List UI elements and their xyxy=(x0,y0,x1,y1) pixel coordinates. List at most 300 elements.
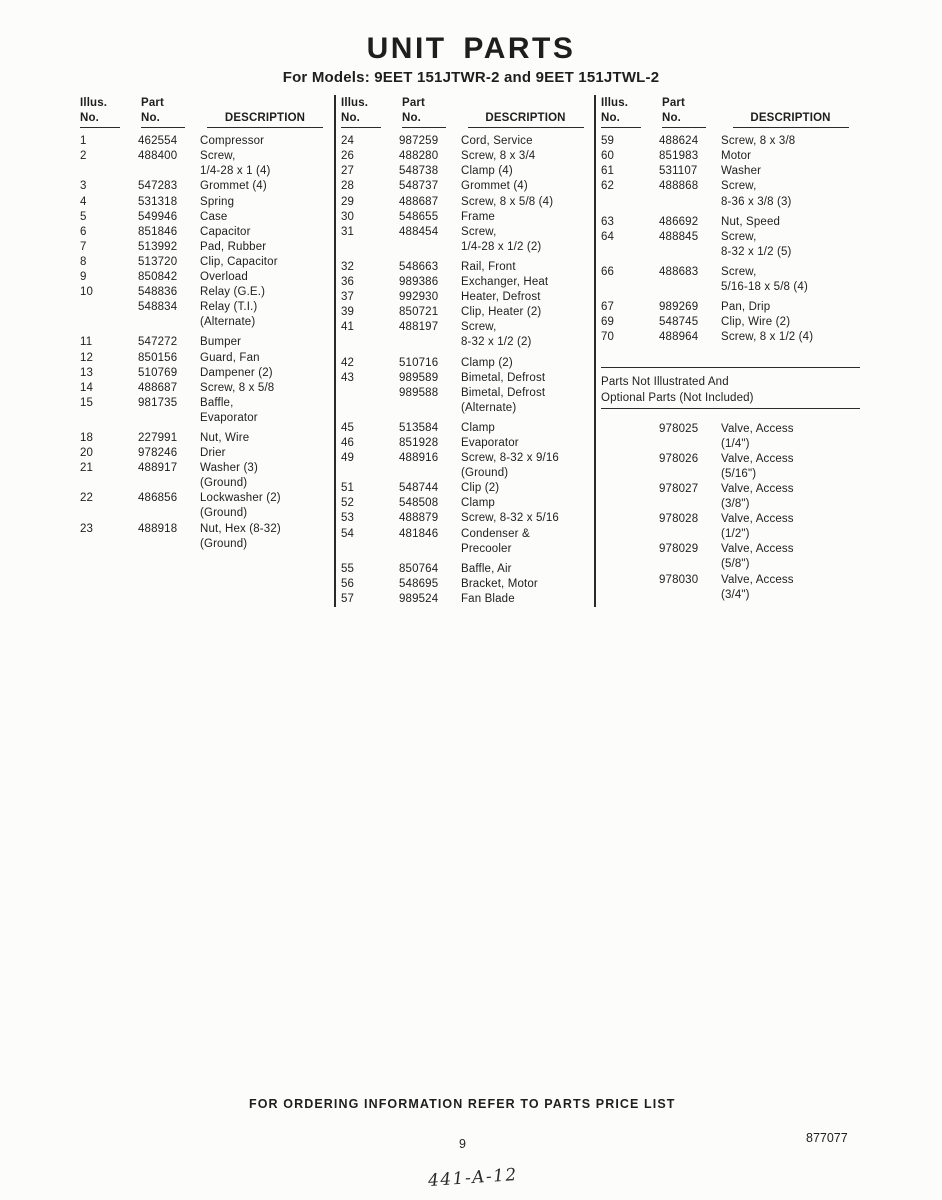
description-cell: (Ground) xyxy=(461,467,509,480)
illus-no-cell: 54 xyxy=(341,527,355,540)
illus-no-cell: 28 xyxy=(341,180,355,193)
description-cell: Baffle, Air xyxy=(461,562,512,575)
description-cell: Cord, Service xyxy=(461,135,533,148)
table-row-continuation xyxy=(601,557,860,572)
part-no-cell: 488197 xyxy=(399,321,439,334)
table-row xyxy=(341,592,590,607)
table-row xyxy=(601,265,860,280)
illus-no-cell: 39 xyxy=(341,306,355,319)
header-illus-no: No. xyxy=(601,111,659,128)
description-cell: Screw, xyxy=(721,180,757,193)
table-row xyxy=(341,225,590,240)
illus-no-cell xyxy=(601,422,659,437)
illus-no-cell xyxy=(601,573,659,588)
part-no-cell: 547272 xyxy=(138,336,178,349)
description-cell: (5/16") xyxy=(721,467,757,480)
header-illus-no: No. xyxy=(80,111,138,128)
illus-no-cell: 67 xyxy=(601,301,615,314)
illus-no-cell: 46 xyxy=(341,436,355,449)
illus-no-cell: 30 xyxy=(341,210,355,223)
illus-no-cell: 52 xyxy=(341,497,355,510)
illus-no-cell: 53 xyxy=(341,512,355,525)
table-row-continuation xyxy=(80,537,330,552)
part-no-cell: 978029 xyxy=(659,543,699,556)
description-cell: Clamp (4) xyxy=(461,165,513,178)
illus-no-cell: 20 xyxy=(80,447,94,460)
part-no-cell: 850842 xyxy=(138,271,178,284)
part-no-cell xyxy=(659,245,721,260)
table-row xyxy=(80,446,330,461)
table-row-continuation xyxy=(341,542,590,557)
table-row xyxy=(341,290,590,305)
illus-no-cell xyxy=(80,537,138,552)
part-no-cell: 488687 xyxy=(399,195,439,208)
illus-no-cell xyxy=(341,466,399,481)
table-row-continuation xyxy=(601,527,860,542)
column-divider-left xyxy=(334,95,336,607)
table-header xyxy=(80,96,330,128)
table-row xyxy=(80,225,330,240)
illus-no-cell: 21 xyxy=(80,462,94,475)
part-no-cell xyxy=(659,527,721,542)
description-cell: (3/4") xyxy=(721,588,750,601)
part-no-cell: 548737 xyxy=(399,180,439,193)
description-cell: Fan Blade xyxy=(461,592,515,605)
illus-no-cell: 5 xyxy=(80,210,87,223)
not-illustrated-heading-line-1: Parts Not Illustrated And xyxy=(601,376,729,389)
part-no-cell: 850156 xyxy=(138,351,178,364)
description-cell: Screw, xyxy=(721,230,757,243)
header-description: DESCRIPTION xyxy=(200,111,330,128)
part-no-cell: 488624 xyxy=(659,135,699,148)
description-cell: (Alternate) xyxy=(461,401,517,414)
illus-no-cell: 49 xyxy=(341,452,355,465)
table-row xyxy=(341,179,590,194)
description-cell: 1/4-28 x 1/2 (2) xyxy=(461,240,542,253)
description-cell: Screw, 8-32 x 9/16 xyxy=(461,452,559,465)
illus-no-cell xyxy=(80,300,138,315)
illus-no-cell: 8 xyxy=(80,255,87,268)
illus-no-cell: 32 xyxy=(341,260,355,273)
illus-no-cell: 3 xyxy=(80,180,87,193)
part-no-cell: 488400 xyxy=(138,150,178,163)
page-number: 9 xyxy=(459,1137,466,1151)
description-cell: Compressor xyxy=(200,135,265,148)
table-row xyxy=(601,452,860,467)
table-row xyxy=(80,491,330,506)
table-row xyxy=(601,215,860,230)
illus-no-cell: 70 xyxy=(601,331,615,344)
part-no-cell: 548834 xyxy=(138,301,178,314)
table-row xyxy=(341,210,590,225)
description-cell: (3/8") xyxy=(721,498,750,511)
description-cell: Screw, 8 x 5/8 (4) xyxy=(461,195,554,208)
illus-no-cell: 31 xyxy=(341,225,355,238)
part-no-cell: 531318 xyxy=(138,195,178,208)
header-description: DESCRIPTION xyxy=(721,111,860,128)
table-row xyxy=(341,134,590,149)
description-cell: Washer xyxy=(721,165,762,178)
illus-no-cell xyxy=(341,386,399,401)
models-subtitle: For Models: 9EET 151JTWR-2 and 9EET 151JTWL-2 xyxy=(282,69,660,86)
table-row-continuation xyxy=(80,476,330,491)
table-row xyxy=(341,436,590,451)
description-cell: Valve, Access xyxy=(721,543,794,556)
part-no-cell: 989589 xyxy=(399,371,439,384)
illus-no-cell: 9 xyxy=(80,271,87,284)
table-row xyxy=(341,371,590,386)
part-no-cell: 462554 xyxy=(138,135,178,148)
description-cell: Dampener (2) xyxy=(200,366,273,379)
table-row xyxy=(341,305,590,320)
part-no-cell xyxy=(138,476,200,491)
part-no-cell: 548695 xyxy=(399,577,439,590)
table-row-continuation xyxy=(80,411,330,426)
description-cell: (5/8") xyxy=(721,558,750,571)
table-row xyxy=(341,496,590,511)
table-row-continuation xyxy=(601,245,860,260)
part-no-cell: 978027 xyxy=(659,482,699,495)
illus-no-cell xyxy=(341,401,399,416)
description-cell: Bimetal, Defrost xyxy=(461,386,546,399)
part-no-cell xyxy=(659,280,721,295)
part-no-cell: 978028 xyxy=(659,513,699,526)
part-no-cell: 227991 xyxy=(138,431,178,444)
part-no-cell: 548655 xyxy=(399,210,439,223)
description-cell: (Ground) xyxy=(200,537,248,550)
part-no-cell xyxy=(399,335,461,350)
description-cell: Frame xyxy=(461,210,495,223)
description-cell: Lockwasher (2) xyxy=(200,492,281,505)
illus-no-cell: 23 xyxy=(80,522,94,535)
part-no-cell: 547283 xyxy=(138,180,178,193)
table-row xyxy=(341,195,590,210)
illus-no-cell xyxy=(601,542,659,557)
illus-no-cell: 59 xyxy=(601,135,615,148)
part-no-cell: 488868 xyxy=(659,180,699,193)
illus-no-cell xyxy=(80,506,138,521)
part-no-cell xyxy=(659,467,721,482)
part-no-cell: 992930 xyxy=(399,291,439,304)
description-cell: Screw, xyxy=(721,265,757,278)
illus-no-cell: 2 xyxy=(80,150,87,163)
column-divider-right xyxy=(594,95,596,607)
part-no-cell: 513584 xyxy=(399,421,439,434)
part-no-cell: 850721 xyxy=(399,306,439,319)
description-cell: Evaporator xyxy=(461,436,519,449)
table-row xyxy=(341,260,590,275)
parts-rows-2 xyxy=(341,134,590,607)
illus-no-cell xyxy=(601,280,659,295)
table-row xyxy=(80,396,330,411)
description-cell: Clamp xyxy=(461,421,495,434)
part-no-cell: 548663 xyxy=(399,260,439,273)
description-cell: Pan, Drip xyxy=(721,301,771,314)
table-row xyxy=(601,134,860,149)
description-cell: Guard, Fan xyxy=(200,351,260,364)
parts-column-3 xyxy=(601,96,860,603)
part-no-cell: 488879 xyxy=(399,512,439,525)
part-no-cell: 851928 xyxy=(399,436,439,449)
illus-no-cell xyxy=(80,476,138,491)
table-row xyxy=(341,275,590,290)
part-no-cell: 851846 xyxy=(138,225,178,238)
description-cell: Bracket, Motor xyxy=(461,577,538,590)
part-no-cell xyxy=(138,164,200,179)
table-row-continuation xyxy=(601,195,860,210)
table-row xyxy=(341,527,590,542)
table-row xyxy=(601,300,860,315)
handwritten-note: 441-A-12 xyxy=(427,1164,519,1192)
description-cell: Clip, Wire (2) xyxy=(721,316,791,329)
part-no-cell xyxy=(659,588,721,603)
table-row-continuation xyxy=(80,164,330,179)
illus-no-cell: 7 xyxy=(80,240,87,253)
illus-no-cell: 41 xyxy=(341,321,355,334)
parts-rows-3 xyxy=(601,134,860,345)
description-cell: Grommet (4) xyxy=(200,180,267,193)
illus-no-cell: 60 xyxy=(601,150,615,163)
table-row xyxy=(341,577,590,592)
description-cell: Screw, 8 x 5/8 xyxy=(200,381,275,394)
part-no-cell: 548745 xyxy=(659,316,699,329)
part-no-cell xyxy=(399,542,461,557)
header-part-no: No. xyxy=(399,111,461,128)
part-no-cell xyxy=(659,557,721,572)
description-cell: Spring xyxy=(200,195,235,208)
part-no-cell: 548836 xyxy=(138,286,178,299)
description-cell: Clip, Capacitor xyxy=(200,255,278,268)
part-no-cell: 488918 xyxy=(138,522,178,535)
description-cell: Clip (2) xyxy=(461,482,500,495)
part-no-cell xyxy=(659,497,721,512)
illus-no-cell: 14 xyxy=(80,381,94,394)
table-row xyxy=(80,240,330,255)
part-no-cell xyxy=(659,195,721,210)
header-illus: Illus. xyxy=(341,97,369,109)
table-row xyxy=(601,149,860,164)
illus-no-cell xyxy=(341,240,399,255)
page-title: UNIT PARTS xyxy=(366,32,576,65)
illus-no-cell xyxy=(601,437,659,452)
illus-no-cell: 1 xyxy=(80,135,87,148)
description-cell: (Ground) xyxy=(200,477,248,490)
table-row-continuation xyxy=(601,437,860,452)
table-row xyxy=(601,330,860,345)
part-no-cell: 488454 xyxy=(399,225,439,238)
part-no-cell: 989588 xyxy=(399,386,439,399)
table-row xyxy=(80,431,330,446)
table-row-continuation xyxy=(80,315,330,330)
description-cell: Heater, Defrost xyxy=(461,291,541,304)
illus-no-cell xyxy=(80,411,138,426)
part-no-cell: 850764 xyxy=(399,562,439,575)
table-row xyxy=(80,285,330,300)
part-no-cell: 488687 xyxy=(138,381,178,394)
table-row xyxy=(80,270,330,285)
table-row-continuation xyxy=(601,467,860,482)
description-cell: Bumper xyxy=(200,336,242,349)
description-cell: 8-32 x 1/2 (5) xyxy=(721,245,792,258)
description-cell: Case xyxy=(200,210,228,223)
illus-no-cell: 27 xyxy=(341,165,355,178)
part-no-cell: 488916 xyxy=(399,452,439,465)
illus-no-cell: 36 xyxy=(341,276,355,289)
table-row xyxy=(341,451,590,466)
part-no-cell: 488917 xyxy=(138,462,178,475)
description-cell: Bimetal, Defrost xyxy=(461,371,546,384)
description-cell: Grommet (4) xyxy=(461,180,528,193)
table-row xyxy=(80,366,330,381)
part-no-cell xyxy=(399,401,461,416)
part-no-cell: 548508 xyxy=(399,497,439,510)
description-cell: Valve, Access xyxy=(721,482,794,495)
description-cell: Overload xyxy=(200,271,248,284)
description-cell: Valve, Access xyxy=(721,452,794,465)
table-row xyxy=(80,134,330,149)
not-illustrated-rows xyxy=(601,422,860,603)
description-cell: Valve, Access xyxy=(721,422,794,435)
table-row xyxy=(341,562,590,577)
table-row-continuation xyxy=(601,497,860,512)
illus-no-cell xyxy=(341,335,399,350)
table-row xyxy=(341,149,590,164)
illus-no-cell: 22 xyxy=(80,492,94,505)
header-part-no: No. xyxy=(138,111,200,128)
description-cell: Washer (3) xyxy=(200,462,258,475)
table-row xyxy=(601,315,860,330)
header-description: DESCRIPTION xyxy=(461,111,590,128)
part-no-cell: 513992 xyxy=(138,240,178,253)
description-cell: Nut, Hex (8-32) xyxy=(200,522,281,535)
description-cell: Nut, Speed xyxy=(721,215,781,228)
part-no-cell: 978246 xyxy=(138,447,178,460)
header-part: Part xyxy=(402,97,425,109)
table-row-continuation xyxy=(341,466,590,481)
description-cell: (Ground) xyxy=(200,507,248,520)
description-cell: Relay (G.E.) xyxy=(200,286,266,299)
part-no-cell: 978030 xyxy=(659,573,699,586)
description-cell: Screw, 8 x 3/8 xyxy=(721,135,796,148)
illus-no-cell xyxy=(601,245,659,260)
illus-no-cell: 63 xyxy=(601,215,615,228)
part-no-cell xyxy=(659,437,721,452)
table-row xyxy=(601,422,860,437)
illus-no-cell: 69 xyxy=(601,316,615,329)
table-row xyxy=(601,164,860,179)
description-cell: Evaporator xyxy=(200,411,258,424)
illus-no-cell: 42 xyxy=(341,356,355,369)
table-row xyxy=(341,481,590,496)
description-cell: Valve, Access xyxy=(721,573,794,586)
table-row xyxy=(341,320,590,335)
part-no-cell: 987259 xyxy=(399,135,439,148)
header-illus: Illus. xyxy=(601,97,629,109)
part-no-cell xyxy=(399,240,461,255)
table-header xyxy=(601,96,860,128)
illus-no-cell: 15 xyxy=(80,396,94,409)
table-row xyxy=(80,461,330,476)
part-no-cell: 978025 xyxy=(659,422,699,435)
part-no-cell: 989269 xyxy=(659,301,699,314)
part-no-cell: 978026 xyxy=(659,452,699,465)
table-row xyxy=(80,195,330,210)
description-cell: Clamp (2) xyxy=(461,356,513,369)
description-cell: Screw, xyxy=(461,321,497,334)
illus-no-cell: 12 xyxy=(80,351,94,364)
table-row xyxy=(601,482,860,497)
table-row-continuation xyxy=(341,335,590,350)
part-no-cell xyxy=(138,315,200,330)
table-row-continuation xyxy=(80,506,330,521)
table-row xyxy=(80,255,330,270)
description-cell: Capacitor xyxy=(200,225,251,238)
illus-no-cell xyxy=(601,452,659,467)
table-row xyxy=(80,149,330,164)
illus-no-cell: 13 xyxy=(80,366,94,379)
table-row xyxy=(341,164,590,179)
illus-no-cell: 57 xyxy=(341,592,355,605)
table-row xyxy=(80,522,330,537)
description-cell: Relay (T.I.) xyxy=(200,301,258,314)
illus-no-cell xyxy=(601,512,659,527)
part-no-cell: 531107 xyxy=(659,165,698,178)
description-cell: Condenser & xyxy=(461,527,530,540)
description-cell: Rail, Front xyxy=(461,260,516,273)
description-cell: Exchanger, Heat xyxy=(461,276,549,289)
illus-no-cell: 6 xyxy=(80,225,87,238)
table-row xyxy=(601,573,860,588)
description-cell: Precooler xyxy=(461,542,512,555)
part-no-cell xyxy=(138,411,200,426)
part-no-cell xyxy=(138,506,200,521)
illus-no-cell: 11 xyxy=(80,336,93,349)
table-row xyxy=(80,179,330,194)
illus-no-cell: 43 xyxy=(341,371,355,384)
description-cell: Clamp xyxy=(461,497,495,510)
part-no-cell: 488845 xyxy=(659,230,699,243)
description-cell: Valve, Access xyxy=(721,513,794,526)
description-cell: Nut, Wire xyxy=(200,431,250,444)
description-cell: 1/4-28 x 1 (4) xyxy=(200,165,271,178)
part-no-cell: 486692 xyxy=(659,215,699,228)
illus-no-cell: 45 xyxy=(341,421,355,434)
part-no-cell: 513720 xyxy=(138,255,178,268)
document-number: 877077 xyxy=(806,1131,848,1145)
part-no-cell: 548738 xyxy=(399,165,439,178)
illus-no-cell xyxy=(601,527,659,542)
description-cell: Clip, Heater (2) xyxy=(461,306,542,319)
description-cell: 5/16-18 x 5/8 (4) xyxy=(721,281,808,294)
illus-no-cell: 10 xyxy=(80,286,94,299)
illus-no-cell xyxy=(601,557,659,572)
table-row xyxy=(341,511,590,526)
illus-no-cell xyxy=(601,482,659,497)
part-no-cell: 981735 xyxy=(138,396,178,409)
illus-no-cell xyxy=(601,588,659,603)
part-no-cell: 481846 xyxy=(399,527,439,540)
table-row xyxy=(601,230,860,245)
header-illus: Illus. xyxy=(80,97,108,109)
header-part-no: No. xyxy=(659,111,721,128)
table-row xyxy=(341,421,590,436)
table-row xyxy=(80,351,330,366)
parts-column-2 xyxy=(341,96,590,607)
illus-no-cell: 4 xyxy=(80,195,87,208)
part-no-cell: 549946 xyxy=(138,210,178,223)
header-part: Part xyxy=(662,97,685,109)
table-row xyxy=(80,381,330,396)
